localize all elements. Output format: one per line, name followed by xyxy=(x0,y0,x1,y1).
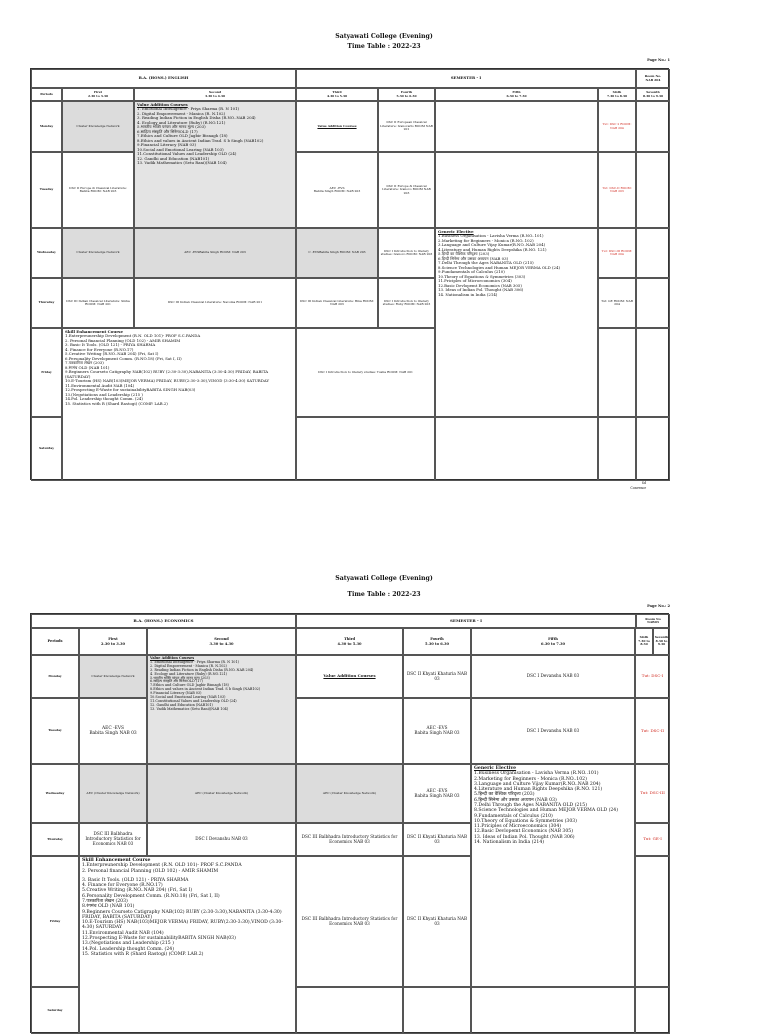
list-item: 2.Marketing for Beginners - Monica (R.NO..102) xyxy=(474,776,587,782)
list-item: 11.Priciples of Microeconomics (304) xyxy=(438,278,512,284)
skill-enhancement-course-list: Skill Enhancement Course 1.Enterpreunership Development (R.N. OLD 101)- PROF S.C.PANDA 2. Personal financial Planning (OLD 102) - AMIR SHAMIM 3. Basic It Tools. (OLD 121) - PRIYA SHARMA 4. Finance for Everyone (R.NO.17) 5.Creative Writing (R.NO..NAB 204) (Fri, Sat I) 6.Personality Development Comm. (R.NO.18) (Fri, Sat I, II) 7.पत्रकारिता लेखन (203) 8.रंगमंच OLD (NAB 101) 9.Beginners Courseto Catigraphy NAB(102) RUBY (2:30-3:30),NABANITA (3:30-4:30) FRIDAY, BABITA (SATURDAY) 10.E-Tourism (HS) NAB(103)MEJOR VERMA) FRIDAY, RUBY(2:30-3:30),VINOD (3:30-4:30) SATURDAY 11.Environmental Audit NAB (104) 12.Prospecting E-Waste for sustainabilityBABITA SINGH NAB(03) 13.(Negotiations and Leadership (215 ) 14.Pol. Leadership thought Comm. (24) 15. Statistics with R (Shard Rastogi) (COMP. LAB.2) xyxy=(62,328,296,481)
list-item: 2. Personal financial Planning (OLD 102) - AMIR SHAMIM xyxy=(65,337,181,343)
list-item: 7.Ethics and Culture OLD Jagbir Bisnagh (18) xyxy=(150,683,229,688)
class-cell: Cluster Knowledge Network xyxy=(62,228,134,278)
list-item: 13. Vadik Mathematics (Setu Rani)(NAB 104) xyxy=(150,706,229,711)
list-item: 7.Ethics and Culture OLD Jagbir Bisnagh (18) xyxy=(137,133,228,139)
class-cell: DSC III Indian Classical Literature: Bina ROOM: NAB 203 xyxy=(296,278,378,328)
class-cell: AEC (Cluster Knowledge Network) xyxy=(147,764,296,823)
class-cell xyxy=(296,417,435,481)
class-cell: DSC II Khyati Khaturia NAB 03 xyxy=(403,823,471,856)
list-item: 8.Science Technologies and Human MEJOR VERMA OLD (24) xyxy=(438,264,560,270)
period-second: Second 3.30 to 4.30 xyxy=(147,628,296,655)
list-item: 15. Statistics with R (Shard Rastogi) (COMP. LAB.2) xyxy=(82,951,204,957)
day-saturday: Saturday xyxy=(31,987,79,1034)
list-item: 11.Environmental Audit NAB (104) xyxy=(82,930,164,936)
room-number: Room No. NAB 204 xyxy=(636,69,670,88)
list-item: 6.हिन्दी सिनेमा और उसका अध्ययन (NAB 03) xyxy=(474,797,557,803)
semester-label: SEMESTER - I xyxy=(296,69,636,88)
class-cell: Tut: GE ROOM: NAB 204 xyxy=(598,278,636,328)
class-cell: DSC III Balbhadra Introductory Statistics for Economics NAB 03 xyxy=(296,856,403,987)
day-friday: Friday xyxy=(31,856,79,987)
page-number: Page No.: 2 xyxy=(647,604,670,608)
class-cell: AEC -EVS Babita Singh NAB 03 xyxy=(403,698,471,764)
class-cell xyxy=(635,856,670,987)
list-item: 3. Reading Indian Fiction in English Disha (R.NO..NAB 204) xyxy=(150,667,254,672)
list-item: 9.Fundamentals of Calculus (210) xyxy=(474,813,553,819)
period-first: First 2.30 to 3.30 xyxy=(62,88,134,101)
list-item: 10.Theory of Equations & Symmetries (303) xyxy=(474,818,577,824)
day-monday: Monday xyxy=(31,101,62,152)
class-cell xyxy=(636,328,670,417)
day-friday: Friday xyxy=(31,328,62,417)
list-item: 11.Priciples of Microeconomics (304) xyxy=(474,824,562,830)
class-cell: Cluster Knowledge Network xyxy=(62,101,134,152)
list-item: 6.साहित्य संस्कृति और सिनेमाOLD (17) xyxy=(137,128,198,134)
timetable-page-2 xyxy=(0,572,768,1024)
timetable-grid xyxy=(30,68,669,480)
skill-enhancement-course-list: Skill Enhancement Course 1.Enterpreunership Development (R.N. OLD 101)- PROF S.C.PANDA 2. Personal financial Planning (OLD 102) - AMIR SHAMIM 3. Basic It Tools. (OLD 121) - PRIYA SHARMA 4. Finance for Everyone (R.NO.17) 5.Creative Writing (R.NO..NAB 204) (Fri, Sat I) 6.Personality Development Comm. (R.NO.18) (Fri, Sat I, II) 7.पत्रकारिता लेखन (203) 8.रंगमंच OLD (NAB 101) 9.Beginners Courseto Catigraphy NAB(102) RUBY (2:30-3:30),NABANITA (3:30-4:30) FRIDAY, BABITA (SATURDAY) 10.E-Tourism (HS) NAB(103)MEJOR VERMA) FRIDAY, RUBY(2:30-3:30),VINOD (3:30-4:30) SATURDAY 11.Environmental Audit NAB (104) 12.Prospecting E-Waste for sustainabilityBABITA SINGH NAB(03) 13.(Negotiations and Leadership (215 ) 14.Pol. Leadership thought Comm. (24) 15. Statistics with R (Shard Rastogi) (COMP. LAB.2) xyxy=(79,856,296,1034)
class-cell: DSC III Balbhadra Introductory Statistics for Economics NAB 03 xyxy=(296,823,403,856)
list-item: 5.हिन्दी का वैश्विक परिदृश्य (203) xyxy=(474,792,535,798)
timetable-grid xyxy=(30,613,669,1033)
list-item: 2.Marketing for Beginners - Monica (R.NO..102) xyxy=(438,237,534,243)
list-item: 10.E-Tourism (HS) NAB(103)MEJOR VERMA) FRIDAY, RUBY(2:30-3:30),VINOD (3:30-4:30) SATURDAY xyxy=(65,378,270,384)
class-cell: Tut: DSC-III xyxy=(635,764,670,823)
day-wednesday: Wednesday xyxy=(31,764,79,823)
day-tuesday: Tuesday xyxy=(31,152,62,228)
period-sixth: Sixth 7.30 to 8.30 xyxy=(635,628,653,655)
college-name: Satyawati College (Evening) xyxy=(335,33,433,40)
day-saturday: Saturday xyxy=(31,417,62,481)
class-cell: DSC II Europe & Classical Literature: Ivanovo BOOM NAB 203 xyxy=(378,152,435,228)
class-cell xyxy=(636,101,670,152)
list-item: 7.Delhi Through the Ages NABANITA OLD (215) xyxy=(474,802,587,808)
period-seventh: Seventh 8.30 to 9.30 xyxy=(653,628,670,655)
list-item: 8.रंगमंच OLD (NAB 101) xyxy=(65,364,110,370)
class-cell: AEC -EVS Babita Singh NAB 03 xyxy=(403,764,471,823)
list-item: 13.(Negotiations and Leadership (215 ) xyxy=(82,941,174,947)
period-third: Third 4.30 to 5.30 xyxy=(296,88,378,101)
class-cell: DSC I Introduction to literary studies: Tusha ROOM: NAB 201 xyxy=(296,328,435,417)
class-cell: Tut: GE-I xyxy=(635,823,670,856)
list-item: 3. Reading Indian Fiction in English Disha (R.NO..NAB 204) xyxy=(137,115,256,121)
generic-elective-list: Generic Elective 1.Business Organisation - Lavisha Verma (R.NO..101) 2.Marketing for Beginners - Monica (R.NO..102) 3.Language and Culture Vijay Kumar(R.NO..NAB 204) 4.Literature and Human Rights Deepshika (R.NO. 121) 5.हिन्दी का वैश्विक परिदृश्य (203) 6.हिन्दी सिनेमा और उसका अध्ययन (NAB 03) 7.Delhi Through the Ages NABANITA OLD (215) 8.Science Technologies and Human MEJOR VERMA OLD (24) 9.Fundamentals of Calculus (210) 10.Theory of Equations & Symmetries (303) 11.Priciples of Microeconomics (304) 12.Basic Devlopemt Economics (NAB 305) 13. Ideas of Indian Pol. Thought (NAB 306) 14. Nationalism in India (214) xyxy=(435,228,598,417)
list-item: 10.Social and Emotional Learing (NAB 103) xyxy=(137,146,224,152)
list-item: 1. Emotional Intelligence - Priya Sharma (R. N 101) xyxy=(150,659,239,664)
day-thursday: Thursday xyxy=(31,823,79,856)
list-item: 1.Enterpreunership Development (R.N. OLD 101)- PROF S.C.PANDA xyxy=(82,863,242,869)
class-cell: DSC II European Classical Literature: Ivanovarlo BOOM NAB 201 xyxy=(378,101,435,152)
list-item: 10.Theory of Equations & Symmetries (303) xyxy=(438,273,526,279)
class-cell xyxy=(403,987,471,1034)
list-item: 8.Ethics and values in Ancient Indian Trad. S b Singh (NAB102) xyxy=(150,687,261,692)
period-seventh: Seventh 8.30 to 9.30 xyxy=(636,88,670,101)
list-item: 12.Basic Devlopemt Economics (NAB 305) xyxy=(438,282,522,288)
list-item: 5.Creative Writing (R.NO..NAB 204) (Fri, Sat I) xyxy=(82,888,193,894)
list-item: 3.Language and Culture Vijay Kumar(R.NO..NAB 204) xyxy=(438,242,546,248)
page-number: Page No.: 1 xyxy=(647,58,670,62)
day-tuesday: Tuesday xyxy=(31,698,79,764)
timetable-title: Time Table : 2022-23 xyxy=(347,43,421,50)
class-cell xyxy=(636,152,670,228)
list-item: 8.Science Technologies and Human MEJOR VERMA OLD (24) xyxy=(474,808,619,814)
class-cell: Tut: DSC-I xyxy=(635,655,670,698)
class-cell: Value Addition Courses xyxy=(296,655,403,698)
day-thursday: Thursday xyxy=(31,278,62,328)
class-cell xyxy=(598,328,636,417)
class-cell: AEC (Cluster Knowledge Network) xyxy=(79,764,147,823)
list-item: 5.भारतीय भक्ति परंपरा और मानव मूल्य (203) xyxy=(137,124,206,130)
class-cell: DSC I Introduction to literary studies: Ruby ROOM: NAB 203 xyxy=(378,278,435,328)
list-item: 12. Gandhi and Education (NAB101) xyxy=(137,155,210,161)
list-item: 3. Basic It Tools. (OLD 121) - PRIYA SHARMA xyxy=(65,342,156,348)
class-cell: AEC -EVS Babita Singh ROOM: NAB 203 xyxy=(296,152,378,228)
period-fourth: Fourth 5.30 to 6.30 xyxy=(403,628,471,655)
list-item: 12. Gandhi and Education (NAB101) xyxy=(150,702,213,707)
class-cell xyxy=(471,987,635,1034)
class-cell: DSC III Indian Classical Literature: Navoma ROOM: NAB 201 xyxy=(134,278,296,328)
list-item: 4. Finance for Everyone (R.NO.17) xyxy=(65,346,134,352)
list-item: 8.Ethics and values in Ancient Indian Trad. S b Singh (NAB102) xyxy=(137,137,264,143)
class-cell xyxy=(435,417,598,481)
list-item: 6.Personality Development Comm. (R.NO.18) (Fri, Sat I, II) xyxy=(82,893,220,899)
list-item: 14. Nationalism in India (214) xyxy=(438,291,498,297)
class-cell: Tut: DSC-II xyxy=(635,698,670,764)
list-item: 1.Business Organisation - Lavisha Verma (R.NO..101) xyxy=(474,771,599,777)
list-item: 13. Ideas of Indian Pol. Thought (NAB 306) xyxy=(438,287,524,293)
class-cell: C -EVSBabita Singh ROOM: NAB 203 xyxy=(296,228,378,278)
period-first: First 2.30 to 3.30 xyxy=(79,628,147,655)
period-fifth: Fifth 6.30 to 7.30 xyxy=(435,88,598,101)
class-cell: DSC I Devanshu NAB 03 xyxy=(147,823,296,856)
class-cell: DSC I Devanshu NAB 03 xyxy=(471,698,635,764)
periods-label: Periods xyxy=(31,88,62,101)
semester-label: SEMESTER - I xyxy=(296,614,636,628)
list-item: 4. Ecology and Literature (Ruby) (R.NO.121) xyxy=(150,671,227,676)
class-cell: Tut: DSC-III ROOM: NAB 204 xyxy=(598,228,636,278)
class-cell: Value Addition Courses xyxy=(296,101,378,152)
list-item: 7.पत्रकारिता लेखन (203) xyxy=(65,360,104,366)
timetable-page-1 xyxy=(0,0,768,500)
list-item: 12.Basic Devlopemt Economics (NAB 305) xyxy=(474,829,573,835)
period-sixth: Sixth 7.30 to 8.30 xyxy=(598,88,636,101)
class-cell: AEC -EVSBabita Singh ROOM: NAB 203 xyxy=(134,228,296,278)
generic-elective-list: Generic Elective 1.Business Organisation - Lavisha Verma (R.NO..101) 2.Marketing for Beginners - Monica (R.NO..102) 3.Language and Culture Vijay Kumar(R.NO..NAB 204) 4.Literature and Human Rights Deepshika (R.NO. 121) 5.हिन्दी का वैश्विक परिदृश्य (203) 6.हिन्दी सिनेमा और उसका अध्ययन (NAB 03) 7.Delhi Through the Ages NABANITA OLD (215) 8.Science Technologies and Human MEJOR VERMA OLD (24) 9.Fundamentals of Calculus (210) 10.Theory of Equations & Symmetries (303) 11.Priciples of Microeconomics (304) 12.Basic Devlopemt Economics (NAB 305) 13. Ideas of Indian Pol. Thought (NAB 306) 14. Nationalism in India (214) xyxy=(471,764,635,987)
list-item: 9.Financial Literacy (NAB 03) xyxy=(137,142,196,148)
class-cell: DSC II Khyati Khaturia NAB 03 xyxy=(403,655,471,698)
class-cell: DSC III Balbhadra Introductory Statistics for Economics NAB 03 xyxy=(79,823,147,856)
class-cell: DSC II Europe & Classical Literature: Babita ROOM: NAB 203 xyxy=(62,152,134,228)
class-cell xyxy=(635,987,670,1034)
list-item: 1.Enterpreunership Development (R.N. OLD 101)- PROF S.C.PANDA xyxy=(65,333,201,339)
list-item: 5.Creative Writing (R.NO..NAB 204) (Fri, Sat I) xyxy=(65,351,159,357)
list-item: 11.Constitutional Values and Leadership OLD (24) xyxy=(137,151,237,157)
period-fifth: Fifth 6.30 to 7.30 xyxy=(471,628,635,655)
periods-label: Periods xyxy=(31,628,79,655)
class-cell: DSC III Indian Classical Literature: Sinha ROOM: NAB 201 xyxy=(62,278,134,328)
list-item: 6.साहित्य संस्कृति और सिनेमाOLD (17) xyxy=(150,679,203,684)
list-item: 14.Pol. Leadership thought Comm. (24) xyxy=(65,396,143,402)
list-item: 11.Constitutional Values and Leadership OLD (24) xyxy=(150,698,237,703)
period-third: Third 4.30 to 5.30 xyxy=(296,628,403,655)
list-item: 3. Basic It Tools. (OLD 121) - PRIYA SHARMA xyxy=(82,877,189,883)
list-item: 5.भारतीय भक्ति परंपरा और मानव मूल्य (203) xyxy=(150,675,210,680)
class-cell: Tut: DSC 2 ROOM: NAB 204 xyxy=(598,101,636,152)
list-item: 9.Beginners Courseto Catigraphy NAB(102) RUBY (2:30-3:30),NABANITA (3:30-4:30) FRIDAY, BABITA (SATURDAY) xyxy=(65,369,269,379)
class-cell xyxy=(296,698,403,764)
list-item: 12.Prospecting E-Waste for sustainabilityBABITA SINGH NAB(03) xyxy=(65,387,196,393)
class-cell xyxy=(435,152,598,228)
class-cell: AEC -EVS Babita Singh NAB 03 xyxy=(79,698,147,764)
list-item: 9.Fundamentals of Calculus (210) xyxy=(438,269,505,275)
list-item: 15. Statistics with R (Shard Rastogi) (COMP. LAB.2) xyxy=(65,400,168,406)
class-cell: AEC (Cluster Knowledge Network) xyxy=(296,764,403,823)
list-item: 2. Digital Empowerment - Manica (R. N.102) xyxy=(137,110,226,116)
list-item: 1. Emotional Intelligence - Priya Sharma (R. N 101) xyxy=(137,106,240,112)
list-item: 2. Digital Empowerment - Manica (R. N.102) xyxy=(150,663,227,668)
list-item: 6.हिन्दी सिनेमा और उसका अध्ययन (NAB 03) xyxy=(438,255,509,261)
class-cell: Tut: DSC-II ROOM: NAB 203 xyxy=(598,152,636,228)
list-item: 9.Beginners Courseto Catigraphy NAB(102) RUBY (2:30-3:30),NABANITA (3:30-4:30) FRIDAY, BABITA (SATURDAY) xyxy=(82,909,282,920)
list-item: 4.Literature and Human Rights Deepshika (R.NO. 121) xyxy=(474,787,603,793)
list-item: 4. Ecology and Literature (Ruby) (R.NO.121) xyxy=(137,119,226,125)
list-item: 2. Personal financial Planning (OLD 102) - AMIR SHAMIM xyxy=(82,868,219,874)
class-cell xyxy=(598,417,636,481)
list-item: 8.रंगमंच OLD (NAB 101) xyxy=(82,904,135,910)
list-item: 10.Social and Emotional Learing (NAB 103) xyxy=(150,695,226,700)
list-item: 9.Financial Literacy (NAB 03) xyxy=(150,691,202,696)
list-item: 1.Business Organisation - Lavisha Verma (R.NO..101) xyxy=(438,233,544,239)
list-item: 7.Delhi Through the Ages NABANITA OLD (215) xyxy=(438,260,534,266)
list-item: 13. Vadik Mathematics (Setu Rani)(NAB 104) xyxy=(137,160,227,166)
period-second: Second 3.30 to 4.30 xyxy=(134,88,296,101)
list-item: 10.E-Tourism (HS) NAB(103)MEJOR VERMA) FRIDAY, RUBY(2:30-3:30),VINOD (3:30-4:30) SATURDAY xyxy=(82,920,283,931)
day-monday: Monday xyxy=(31,655,79,698)
class-cell xyxy=(636,417,670,481)
class-cell xyxy=(636,228,670,278)
list-item: 12.Prospecting E-Waste for sustainabilityBABITA SINGH NAB(03) xyxy=(82,935,236,941)
list-item: 4.Literature and Human Rights Deepshika (R.NO. 121) xyxy=(438,246,547,252)
value-addition-courses-list: Value Addition Courses 1. Emotional Intelligence - Priya Sharma (R. N 101) 2. Digital Empowerment - Manica (R. N.102) 3. Reading Indian Fiction in English Disha (R.NO..NAB 204) 4. Ecology and Literature (Ruby) (R.NO.121) 5.भारतीय भक्ति परंपरा और मानव मूल्य (203) 6.साहित्य संस्कृति और सिनेमाOLD (17) 7.Ethics and Culture OLD Jagbir Bisnagh (18) 8.Ethics and values in Ancient Indian Trad. S b Singh (NAB102) 9.Financial Literacy (NAB 03) 10.Social and Emotional Learing (NAB 103) 11.Constitutional Values and Leadership OLD (24) 12. Gandhi and Education (NAB101) 13. Vadik Mathematics (Setu Rani)(NAB 104) xyxy=(134,101,296,228)
course-name: B.A. (HONS.) ENGLISH xyxy=(31,69,296,88)
class-cell: Cluster Knowledge Network xyxy=(79,655,147,698)
list-item: 13. Ideas of Indian Pol. Thought (NAB 306) xyxy=(474,834,575,840)
class-cell: DSC II Khyati Khaturia NAB 03 xyxy=(403,856,471,987)
class-cell xyxy=(435,101,598,152)
value-addition-courses-list: Value Addition Courses 1. Emotional Intelligence - Priya Sharma (R. N 101) 2. Digital Empowerment - Manica (R. N.102) 3. Reading Indian Fiction in English Disha (R.NO..NAB 204) 4. Ecology and Literature (Ruby) (R.NO.121) 5.भारतीय भक्ति परंपरा और मानव मूल्य (203) 6.साहित्य संस्कृति और सिनेमाOLD (17) 7.Ethics and Culture OLD Jagbir Bisnagh (18) 8.Ethics and values in Ancient Indian Trad. S b Singh (NAB102) 9.Financial Literacy (NAB 03) 10.Social and Emotional Learing (NAB 103) 11.Constitutional Values and Leadership OLD (24) 12. Gandhi and Education (NAB101) 13. Vadik Mathematics (Setu Rani)(NAB 104) xyxy=(147,655,296,764)
class-cell xyxy=(636,278,670,328)
room-number: Room No NAB03 xyxy=(636,614,670,628)
period-fourth: Fourth 5.30 to 6.30 xyxy=(378,88,435,101)
list-item: 14.Pol. Leadership thought Comm. (24) xyxy=(82,946,174,952)
list-item: 3.Language and Culture Vijay Kumar(R.NO..NAB 204) xyxy=(474,781,601,787)
course-name: B.A. (HONS.) ECONOMICS xyxy=(31,614,296,628)
list-item: 11.Environmental Audit NAB (104) xyxy=(65,382,135,388)
class-cell xyxy=(296,987,403,1034)
day-wednesday: Wednesday xyxy=(31,228,62,278)
list-item: 5.हिन्दी का वैश्विक परिदृश्य (203) xyxy=(438,251,490,257)
list-item: 4. Finance for Everyone (R.NO.17) xyxy=(82,883,163,889)
list-item: 6.Personality Development Comm. (R.NO.18) (Fri, Sat I, II) xyxy=(65,355,182,361)
list-item: 14. Nationalism in India (214) xyxy=(474,839,545,845)
signature-block: Sd Convenor xyxy=(630,481,646,491)
list-item: 13.(Negotiations and Leadership (215 ) xyxy=(65,391,143,397)
list-item: 7.पत्रकारिता लेखन (203) xyxy=(82,898,128,904)
class-cell: DSC I Devanshu NAB 03 xyxy=(471,655,635,698)
timetable-title: Time Table : 2022-23 xyxy=(347,591,421,598)
college-name: Satyawati College (Evening) xyxy=(335,575,433,582)
class-cell: DSC I Introduction to literary studies: Ivanovo ROOM: NAB 203 xyxy=(378,228,435,278)
